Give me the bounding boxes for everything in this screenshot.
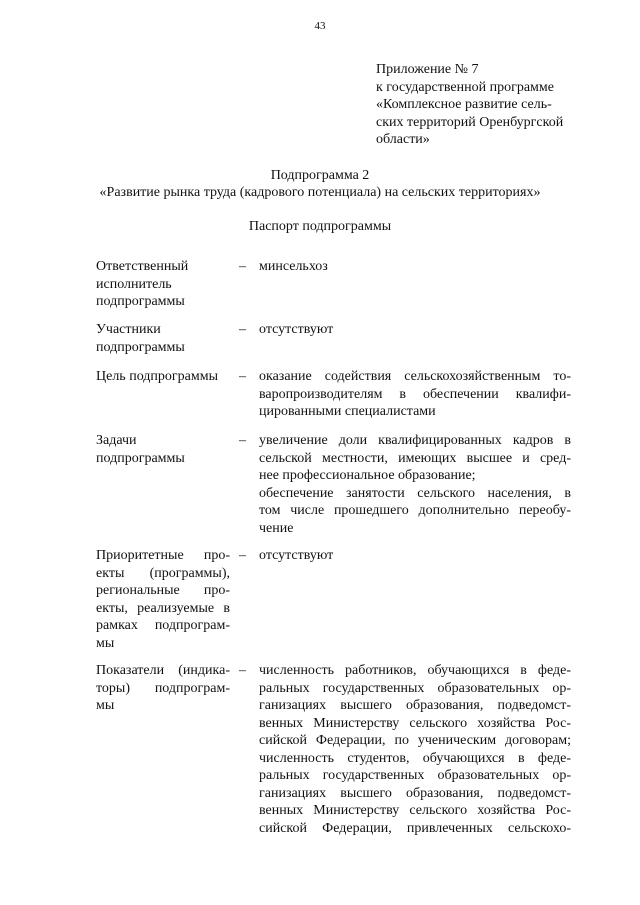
label-line: подпрограммы — [96, 450, 185, 466]
row-dash: – — [239, 548, 246, 563]
row-dash: – — [239, 433, 246, 448]
label-line: региональные про- — [96, 583, 230, 598]
appendix-reference — [376, 61, 616, 149]
label-line: исполнитель — [96, 276, 172, 292]
value-line: минсельхоз — [259, 259, 328, 274]
row-label — [96, 321, 230, 356]
label-line: Ответственный — [96, 259, 189, 274]
value-line: ганизациях высшего образования, подведомст- — [259, 785, 571, 801]
label-line: мы — [96, 635, 115, 651]
value-line: сельской местности, имеющих высшее и сред- — [259, 450, 571, 466]
row-value — [259, 662, 571, 837]
value-line: отсутствуют — [259, 548, 334, 563]
label-line: подпрограммы — [96, 339, 185, 355]
appendix-line: «Комплексное развитие сель- — [376, 97, 552, 112]
label-line: подпрограммы — [96, 294, 185, 309]
value-line: отсутствуют — [259, 322, 334, 337]
value-line: сийской Федерации, по ученическим договорам; — [259, 733, 571, 748]
value-line: цированными специалистами — [259, 404, 436, 419]
label-line: мы — [96, 698, 115, 713]
row-label — [96, 432, 230, 467]
row-dash: – — [239, 259, 246, 274]
value-line: увеличение доли квалифицированных кадров в — [259, 433, 571, 448]
value-line: том числе прошедшего дополнительно переобу- — [259, 503, 571, 518]
label-line: Приоритетные про- — [96, 548, 230, 563]
row-dash: – — [239, 369, 246, 384]
row-dash: – — [239, 663, 246, 678]
subprogram-title: «Развитие рынка труда (кадрового потенциала) на сельских территориях» — [99, 185, 541, 200]
label-line: Показатели (индика- — [96, 663, 230, 678]
value-line: ральных государственных образовательных ор- — [259, 768, 571, 783]
label-line: екты (программы), — [96, 565, 230, 581]
value-line: обеспечение занятости сельского населения, в — [259, 485, 571, 501]
passport-heading: Паспорт подпрограммы — [248, 219, 392, 234]
appendix-line: Приложение № 7 — [376, 62, 479, 77]
row-label — [96, 368, 230, 386]
value-line: венных Министерству сельского хозяйства Рос- — [259, 803, 571, 818]
page-number: 43 — [314, 20, 326, 32]
value-line: сийской Федерации, привлеченных сельскохо- — [259, 820, 571, 836]
label-line: торы) подпрограм- — [96, 680, 230, 696]
label-line: екты, реализуемые в — [96, 600, 230, 616]
row-value — [259, 368, 571, 421]
row-value — [259, 432, 571, 537]
value-line: численность студентов, обучающихся в феде- — [259, 750, 571, 766]
value-line: венных Министерству сельского хозяйства Рос- — [259, 715, 571, 731]
row-value — [259, 321, 571, 339]
row-value — [259, 258, 571, 276]
value-line: оказание содействия сельскохозяйственным то- — [259, 369, 571, 384]
row-dash: – — [239, 322, 246, 337]
appendix-line: области» — [376, 132, 430, 147]
subprogram-heading: Подпрограмма 2 — [270, 168, 370, 183]
value-line: чение — [259, 520, 294, 536]
appendix-line: к государственной программе — [376, 79, 554, 95]
label-line: Задачи — [96, 433, 137, 448]
row-value — [259, 547, 571, 565]
row-label — [96, 258, 230, 311]
label-line: рамках подпрограм- — [96, 618, 230, 633]
value-line: варопроизводителям в обеспечении квалифи- — [259, 386, 571, 402]
value-line: численность работников, обучающихся в феде- — [259, 663, 571, 678]
label-line: Участники — [96, 322, 161, 337]
value-line: нее профессиональное образование; — [259, 468, 476, 483]
appendix-line: ских территорий Оренбургской — [376, 114, 564, 130]
label-line: Цель подпрограммы — [96, 369, 218, 384]
row-label — [96, 662, 230, 715]
value-line: ганизациях высшего образования, подведомст- — [259, 698, 571, 713]
row-label — [96, 547, 230, 652]
value-line: ральных государственных образовательных ор- — [259, 680, 571, 696]
